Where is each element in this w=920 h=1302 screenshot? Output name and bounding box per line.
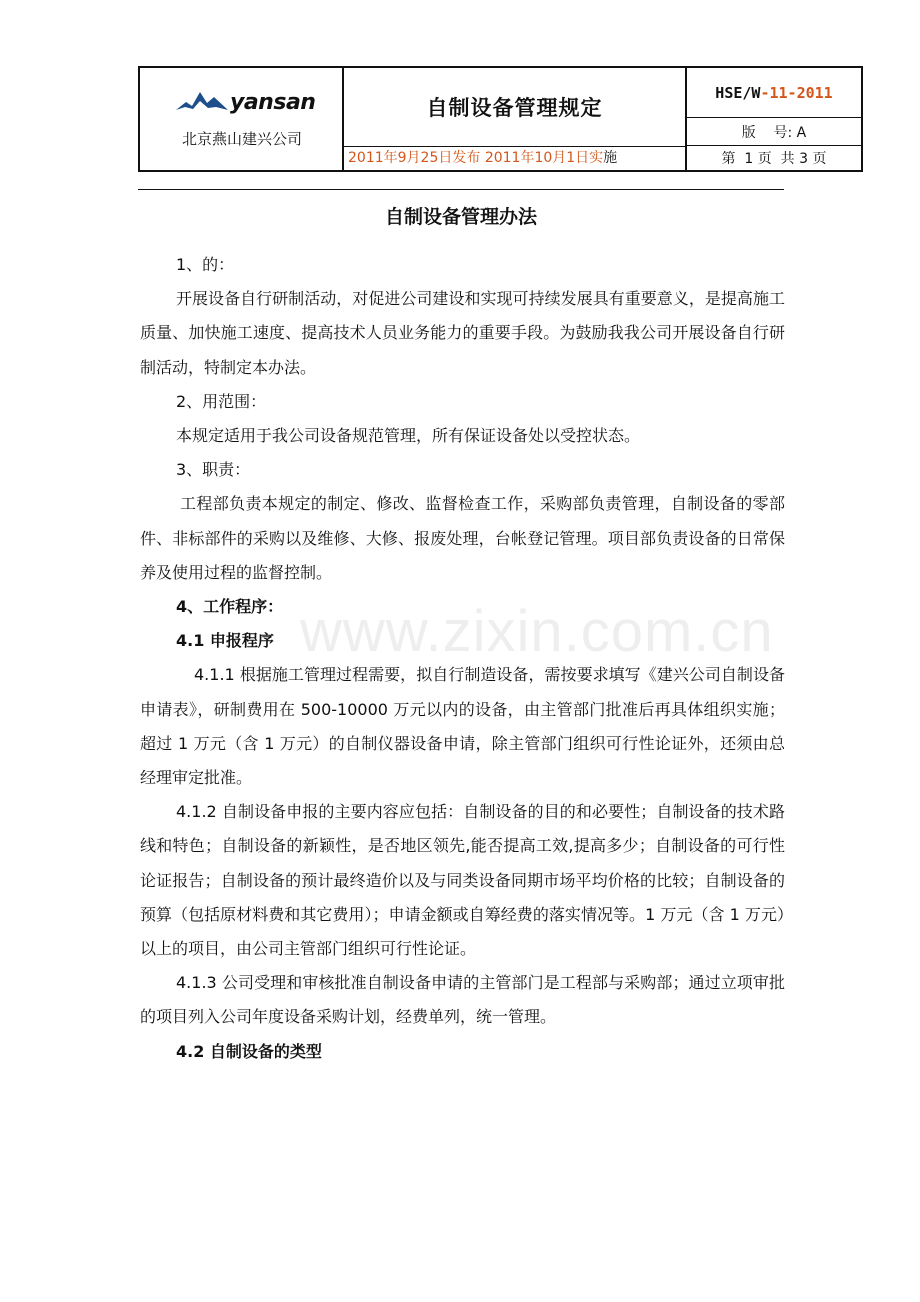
section-heading: 4、工作程序： [176, 597, 284, 617]
version-number: 版 号: A [687, 118, 861, 146]
document-header-table [138, 66, 863, 172]
company-logo [176, 82, 316, 118]
effective-date: 2011年10月1日实 [484, 150, 604, 166]
brand-name: yansan [230, 90, 316, 115]
subsection-heading: 4.2 自制设备的类型 [176, 1041, 322, 1061]
header-divider [138, 189, 784, 190]
page-number: 第 1 页 共 3 页 [721, 151, 827, 167]
issue-dates [344, 146, 687, 170]
section-heading: 3、职责： [176, 460, 251, 480]
paragraph: 4.1.2 自制设备申报的主要内容应包括：自制设备的目的和必要性；自制设备的技术路线和特色；自制设备的新颖性，是否地区领先,能否提高工效,提高多少；自制设备的可行性论证报告；自制设备的预计最终造价以及与同类设备同期市场平均价格的比较；自制设备的预算（包括原材料费和其它费用）；申请金额或自筹经费的落实情况等。1 万元（含 1 万元）以上的项目，由公司主管部门组织可行性论证。 [140, 802, 785, 959]
paragraph: 本规定适用于我公司设备规范管理，所有保证设备处以受控状态。 [176, 426, 641, 446]
watermark: www.zixin.com.cn [300, 599, 774, 664]
paragraph: 4.1.3 公司受理和审核批准自制设备申请的主管部门是工程部与采购部；通过立项审批的项目列入公司年度设备采购计划，经费单列，统一管理。 [140, 973, 785, 1027]
mountain-logo-icon [176, 88, 228, 114]
issue-date: 2011年9月25日发布 [348, 150, 481, 166]
document-body [140, 248, 785, 1069]
document-code: HSE/W -11-2011 [687, 68, 861, 118]
paragraph: 开展设备自行研制活动，对促进公司建设和实现可持续发展具有重要意义，是提高施工质量、加快施工速度、提高技术人员业务能力的重要手段。为鼓励我我公司开展设备自行研制活动，特制定本办法。 [140, 289, 785, 377]
document-title: 自制设备管理办法 [384, 206, 537, 228]
section-heading: 1、的： [176, 255, 235, 274]
paragraph: 4.1.1 根据施工管理过程需要，拟自行制造设备，需按要求填写《建兴公司自制设备申请表》，研制费用在 500-10000 万元以内的设备，由主管部门批准后再具体组织实施；超过 1 万元（含 1 万元）的自制仪器设备申请，除主管部门组织可行性论证外，还须由总经理审定批准。 [140, 665, 785, 788]
regulation-title: 自制设备管理规定 [344, 68, 687, 146]
company-name: 北京燕山建兴公司 [181, 130, 302, 148]
effective-date-suffix: 施 [603, 150, 618, 166]
section-heading: 2、用范围： [176, 391, 267, 411]
paragraph: 工程部负责本规定的制定、修改、监督检查工作，采购部负责管理，自制设备的零部件、非标部件的采购以及维修、大修、报废处理，台帐登记管理。项目部负责设备的日常保养及使用过程的监督控制。 [140, 494, 785, 582]
subsection-heading: 4.1 申报程序 [176, 631, 274, 651]
logo-cell [140, 68, 344, 170]
